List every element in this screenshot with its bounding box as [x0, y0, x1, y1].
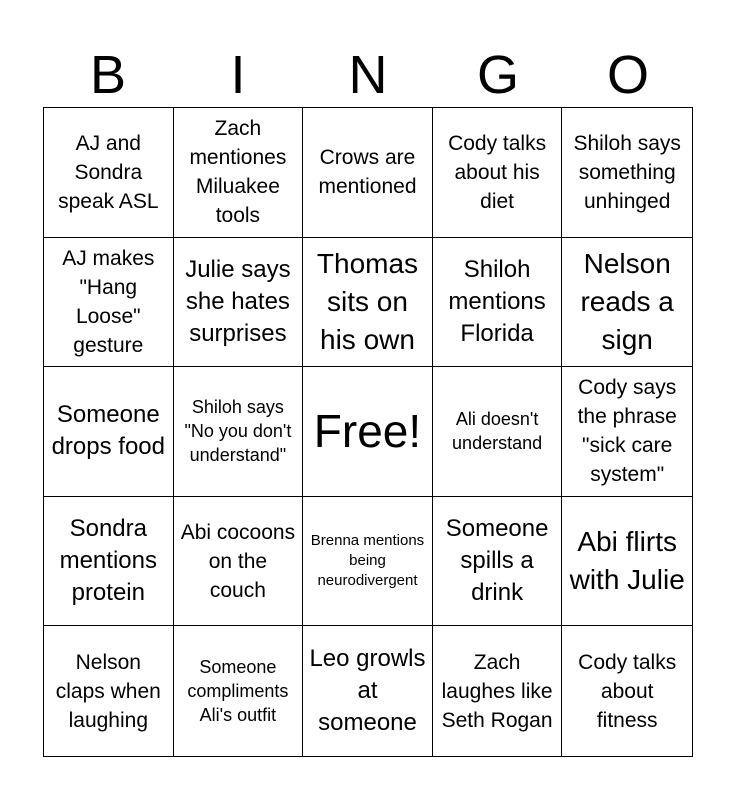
bingo-cell-text: Zach mentiones Miluakee tools [189, 117, 287, 228]
bingo-cell[interactable] [562, 497, 692, 627]
bingo-cell[interactable] [44, 367, 174, 497]
bingo-cell[interactable] [303, 626, 433, 756]
bingo-cell[interactable] [44, 626, 174, 756]
bingo-cell-text: Someone drops food [51, 401, 165, 461]
bingo-cell[interactable] [433, 108, 563, 238]
bingo-cell-text: AJ makes "Hang Loose" gesture [62, 246, 155, 357]
bingo-cell-text: Someone spills a drink [445, 515, 549, 607]
bingo-cell[interactable] [433, 367, 563, 497]
bingo-cell-text: Ali doesn't understand [452, 409, 543, 454]
bingo-cell-text: Cody says the phrase "sick care system" [577, 376, 677, 487]
bingo-cell-text: Someone compliments Ali's outfit [187, 657, 289, 726]
bingo-cell[interactable] [433, 238, 563, 368]
bingo-cell-text: Brenna mentions being neurodivergent [310, 532, 425, 590]
bingo-cell[interactable] [174, 238, 304, 368]
bingo-cell-text: Thomas sits on his own [316, 247, 419, 355]
bingo-cell-text: Abi cocoons on the couch [180, 520, 296, 602]
bingo-cell-text: Cody talks about his diet [448, 131, 547, 213]
bingo-cell-text: Sondra mentions protein [59, 515, 157, 607]
bingo-cell[interactable] [44, 497, 174, 627]
bingo-cell-text: AJ and Sondra speak ASL [58, 131, 159, 213]
bingo-cell-text: Abi flirts with Julie [569, 526, 685, 596]
bingo-cell[interactable] [303, 497, 433, 627]
bingo-cell[interactable] [44, 238, 174, 368]
bingo-cell-text: Shiloh says "No you don't understand" [184, 397, 292, 466]
bingo-cell-text: Julie says she hates surprises [185, 255, 291, 347]
bingo-cell[interactable] [433, 497, 563, 627]
bingo-cell[interactable] [303, 108, 433, 238]
header-letter-n: N [348, 45, 388, 105]
bingo-cell[interactable] [174, 497, 304, 627]
bingo-cell-text: Nelson claps when laughing [55, 650, 161, 732]
bingo-cell[interactable] [433, 626, 563, 756]
bingo-cell-text: Cody talks about fitness [578, 650, 677, 732]
bingo-cell-text: Free! [313, 405, 422, 458]
bingo-cell[interactable] [303, 238, 433, 368]
header-letter-b: B [89, 45, 127, 105]
bingo-cell-text: Shiloh mentions Florida [448, 255, 546, 347]
bingo-cell-text: Leo growls at someone [309, 645, 426, 737]
header-letter-g: G [476, 45, 519, 105]
bingo-cell[interactable] [44, 108, 174, 238]
bingo-cell[interactable] [562, 367, 692, 497]
bingo-cell[interactable] [174, 367, 304, 497]
bingo-cell-text: Shiloh says something unhinged [573, 131, 681, 213]
bingo-header [43, 44, 693, 106]
bingo-cell[interactable] [562, 238, 692, 368]
bingo-cell[interactable] [174, 108, 304, 238]
bingo-cell-text: Crows are mentioned [318, 146, 417, 199]
bingo-cell[interactable] [562, 108, 692, 238]
bingo-board [43, 107, 693, 757]
header-letter-i: I [230, 45, 246, 105]
bingo-cell[interactable] [562, 626, 692, 756]
header-letter-o: O [606, 45, 649, 105]
bingo-cell-text: Zach laughes like Seth Rogan [441, 650, 553, 732]
bingo-free-space[interactable] [303, 367, 433, 497]
bingo-cell[interactable] [174, 626, 304, 756]
bingo-cell-text: Nelson reads a sign [580, 247, 674, 355]
